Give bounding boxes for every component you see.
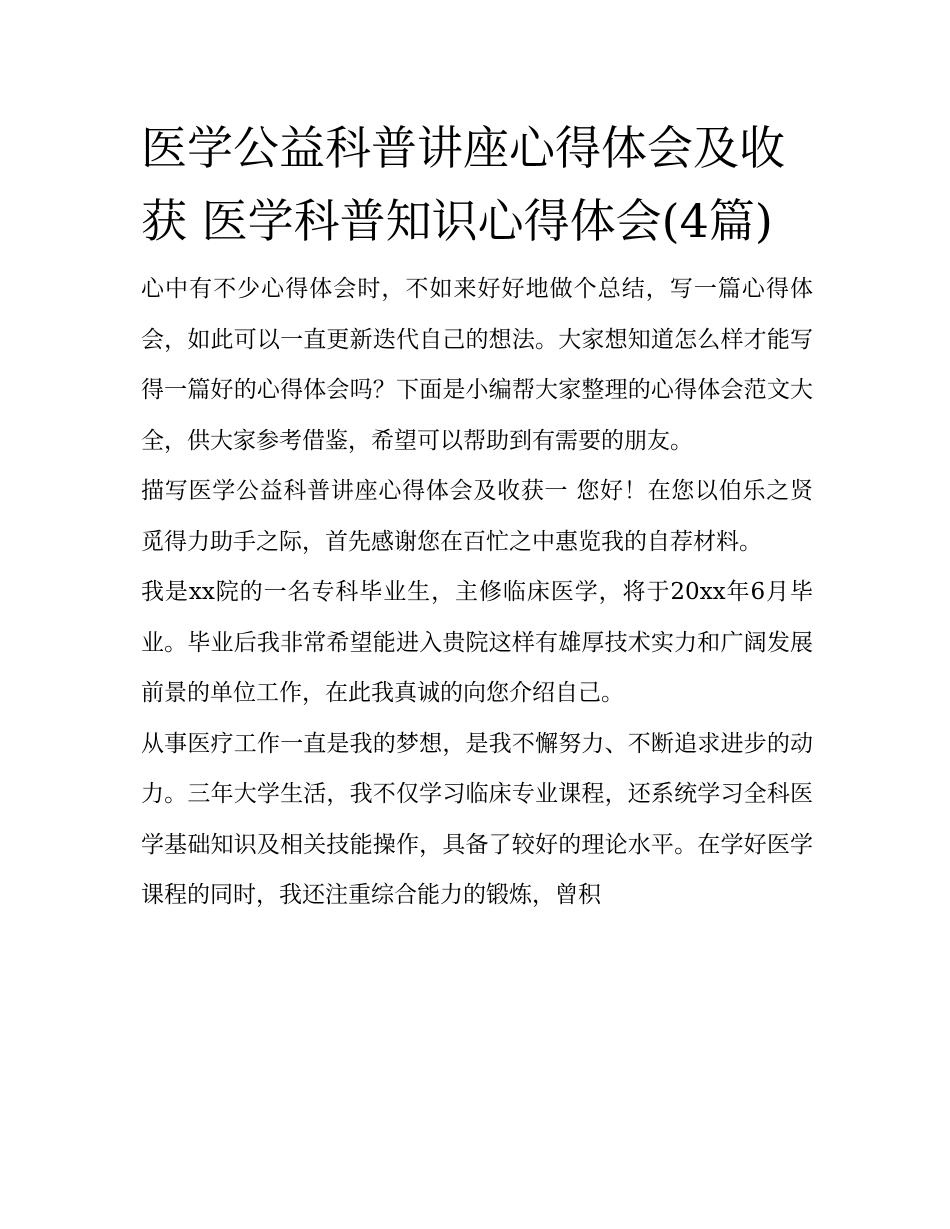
document-title: 医学公益科普讲座心得体会及收获 医学科普知识心得体会(4篇) [141,121,785,248]
document-body [141,112,813,921]
paragraph-self-introduction: 我是xx院的一名专科毕业生，主修临床医学，将于20xx年6月毕业。毕业后我非常希望能进入贵院这样有雄厚技术实力和广阔发展前景的单位工作，在此我真诚的向您介绍自己。 [141,579,813,706]
paragraph-greeting: 描写医学公益科普讲座心得体会及收获一 您好！在您以伯乐之贤觅得力助手之际，首先感谢您在百忙之中惠览我的自荐材料。 [141,478,813,555]
paragraph-career-goal: 从事医疗工作一直是我的梦想，是我不懈努力、不断追求进步的动力。三年大学生活，我不仅学习临床专业课程，还系统学习全科医学基础知识及相关技能操作，具备了较好的理论水平。在学好医学课程的同时，我还注重综合能力的锻炼，曾积 [141,730,813,908]
paragraph-intro: 心中有不少心得体会时，不如来好好地做个总结，写一篇心得体会，如此可以一直更新迭代自己的想法。大家想知道怎么样才能写得一篇好的心得体会吗？下面是小编帮大家整理的心得体会范文大全，供大家参考借鉴，希望可以帮助到有需要的朋友。 [141,276,813,454]
